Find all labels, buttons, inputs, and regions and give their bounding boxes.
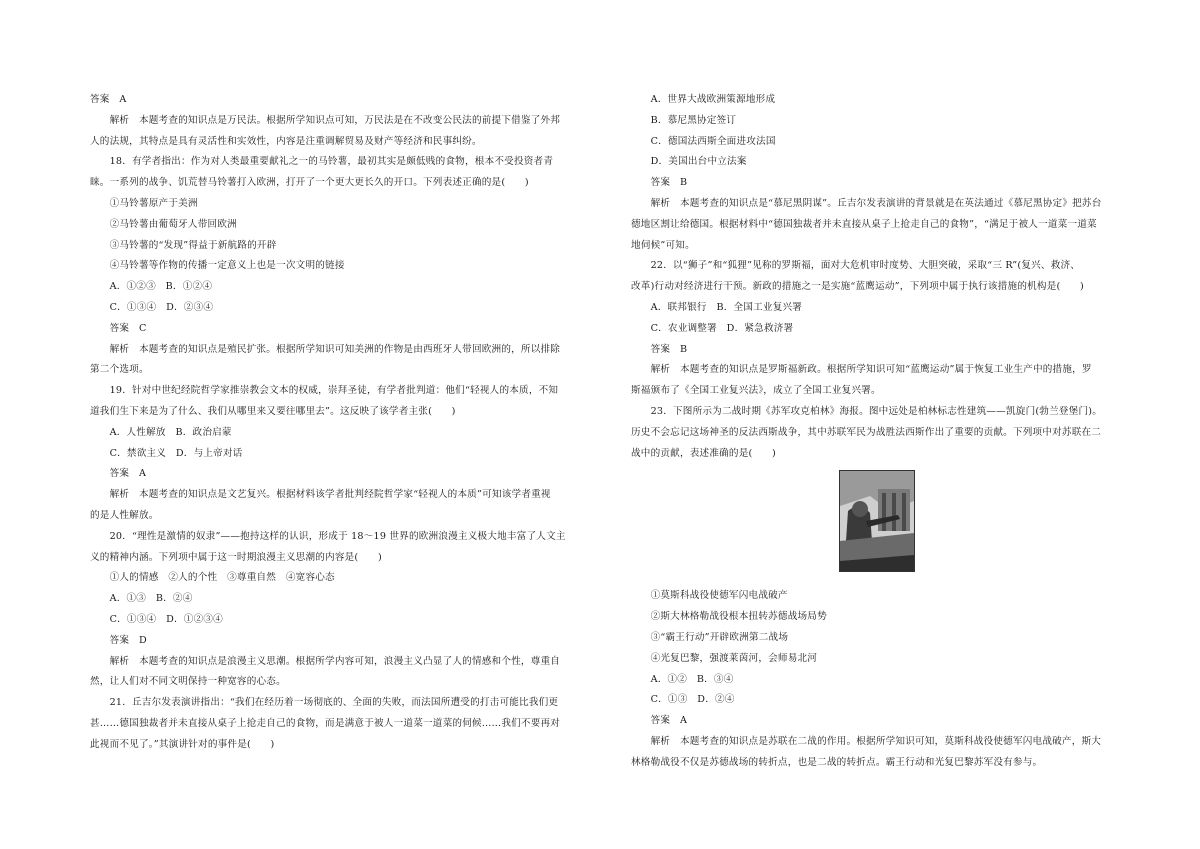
text-line: 解析 本题考查的知识点是浪漫主义思潮。根据所学内容可知，浪漫主义凸显了人的情感和个性，尊重自 [90, 655, 561, 667]
text-line: 战中的贡献，表述准确的是( ) [631, 447, 776, 459]
text-line: B．慕尼黑协定签订 [631, 114, 737, 126]
text-line: 地伺候”可知。 [631, 239, 695, 251]
text-line: 解析 本题考查的知识点是罗斯福新政。根据所学知识可知“蓝鹰运动”属于恢复工业生产中的措施，罗 [631, 364, 1092, 376]
text-line: 义的精神内涵。下列项中属于这一时期浪漫主义思潮的内容是( ) [90, 551, 382, 563]
right-column-bottom [631, 586, 1143, 773]
text-line: C．①③④ D．②③④ [90, 301, 214, 313]
text-line: 21．丘吉尔发表演讲指出：“我们在经历着一场彻底的、全面的失败，而法国所遭受的打击可能比我们更 [90, 697, 559, 709]
right-column [631, 90, 1143, 774]
text-line: ③马铃薯的“发现”得益于新航路的开辟 [90, 239, 277, 251]
text-line: 解析 本题考查的知识点是“慕尼黑阴谋”。丘吉尔发表演讲的背景就是在英法通过《慕尼黑协定》把苏台 [631, 197, 1102, 209]
text-line: 历史不会忘记这场神圣的反法西斯战争，其中苏联军民为战胜法西斯作出了重要的贡献。下列项中对苏联在二 [631, 426, 1102, 438]
text-line: 23．下图所示为二战时期《苏军攻克柏林》海报。图中远处是柏林标志性建筑——凯旋门(勃兰登堡门)。 [631, 405, 1103, 417]
text-line: 甚……德国独裁者并未直接从桌子上抢走自己的食物，而是满意于被人一道菜一道菜的伺候……我们不要再对 [90, 717, 561, 729]
text-line: 第二个选项。 [90, 364, 149, 376]
text-line: A．①② B．③④ [631, 673, 734, 685]
text-line: C．农业调整署 D．紧急救济署 [631, 322, 794, 334]
text-line: 答案 A [90, 94, 127, 105]
text-line: A．人性解放 B．政治启蒙 [90, 426, 232, 438]
text-line: C．德国法西斯全面进攻法国 [631, 135, 776, 147]
text-line: ①莫斯科战役使德军闪电战破产 [631, 590, 788, 602]
text-line: 然，让人们对不同文明保持一种宽容的心态。 [90, 676, 286, 688]
left-column [90, 90, 602, 756]
text-line: 此视而不见了。”其演讲针对的事件是( ) [90, 738, 275, 750]
text-line: C．①③④ D．①②③④ [90, 613, 223, 625]
text-line: 人的法规，其特点是具有灵活性和实效性，内容是注重调解贸易及财产等经济和民事纠纷。 [90, 135, 482, 147]
text-line: 答案 D [90, 634, 147, 646]
text-line: 林格勒战役不仅是苏德战场的转折点，也是二战的转折点。霸王行动和光复巴黎苏军没有参与。 [631, 756, 1043, 768]
text-line: 睐。一系列的战争、饥荒替马铃薯打入欧洲，打开了一个更大更长久的开口。下列表述正确的是( ) [90, 177, 529, 189]
text-line: 道我们生下来是为了什么、我们从哪里来又要往哪里去”。这反映了该学者主张( ) [90, 405, 456, 417]
text-line: A．①②③ B．①②④ [90, 281, 213, 293]
text-line: ④光复巴黎，强渡莱茵河，会师易北河 [631, 652, 818, 664]
text-line: 19．针对中世纪经院哲学家推崇教会文本的权威，崇拜圣徒，有学者批判道：他们“轻视人的本质，不知 [90, 385, 559, 397]
text-line: ①马铃薯原产于美洲 [90, 197, 198, 209]
text-line: C．禁欲主义 D．与上帝对话 [90, 447, 243, 459]
text-line: 20．“理性是激情的奴隶”——抱持这样的认识，形成于 18～19 世界的欧洲浪漫主义极大地丰富了人文主 [90, 530, 566, 542]
text-line: A．①③ B．②④ [90, 593, 193, 605]
text-line: 18．有学者指出：作为对人类最重要献礼之一的马铃薯，最初其实是颇低贱的食物，根本不受投资者青 [90, 156, 554, 168]
text-line: ④马铃薯等作物的传播一定意义上也是一次文明的链接 [90, 260, 345, 272]
text-line: D．美国出台中立法案 [631, 156, 747, 168]
text-line: 答案 B [631, 177, 688, 189]
text-line: 解析 本题考查的知识点是万民法。根据所学知识点可知，万民法是在不改变公民法的前提下借鉴了外邦 [90, 114, 561, 126]
text-line: A．联邦银行 B．全国工业复兴署 [631, 301, 803, 313]
text-line: 德地区割让给德国。根据材料中“德国独裁者并未直接从桌子上抢走自己的食物”，“满足于被人一道菜一道菜 [631, 218, 1097, 230]
text-line: ②马铃薯由葡萄牙人带回欧洲 [90, 218, 237, 230]
text-line: C．①③ D．②④ [631, 694, 735, 706]
text-line: 22．以“狮子”和“狐狸”见称的罗斯福，面对大危机审时度势、大胆突破，采取“三 R”(复兴、救济、 [631, 260, 1081, 272]
text-line: ①人的情感 ②人的个性 ③尊重自然 ④宽容心态 [90, 572, 335, 584]
text-line: 解析 本题考查的知识点是苏联在二战的作用。根据所学知识可知，莫斯科战役使德军闪电战破产，斯大 [631, 735, 1102, 747]
text-line: 斯福颁布了《全国工业复兴法》，成立了全国工业复兴署。 [631, 385, 881, 397]
poster-figure-area [631, 470, 1143, 582]
soviet-poster-image [839, 470, 915, 572]
text-line: 答案 B [631, 343, 688, 355]
text-line: 的是人性解放。 [90, 509, 159, 521]
text-line: 解析 本题考查的知识点是殖民扩张。根据所学知识可知美洲的作物是由西班牙人带回欧洲的，所以排除 [90, 343, 561, 355]
text-line: 解析 本题考查的知识点是文艺复兴。根据材料该学者批判经院哲学家“轻视人的本质”可知该学者重视 [90, 489, 551, 501]
text-line: A．世界大战欧洲策源地形成 [631, 94, 776, 105]
right-column-top [631, 90, 1143, 464]
text-line: 答案 A [90, 468, 147, 480]
text-line: ②斯大林格勒战役根本扭转苏德战场局势 [631, 611, 827, 623]
text-line: 改革)行动对经济进行干预。新政的措施之一是实施“蓝鹰运动”，下列项中属于执行该措施的机构是( ) [631, 281, 1084, 293]
text-line: ③“霸王行动”开辟欧洲第二战场 [631, 631, 789, 643]
text-line: 答案 A [631, 715, 688, 727]
text-line: 答案 C [90, 322, 147, 334]
